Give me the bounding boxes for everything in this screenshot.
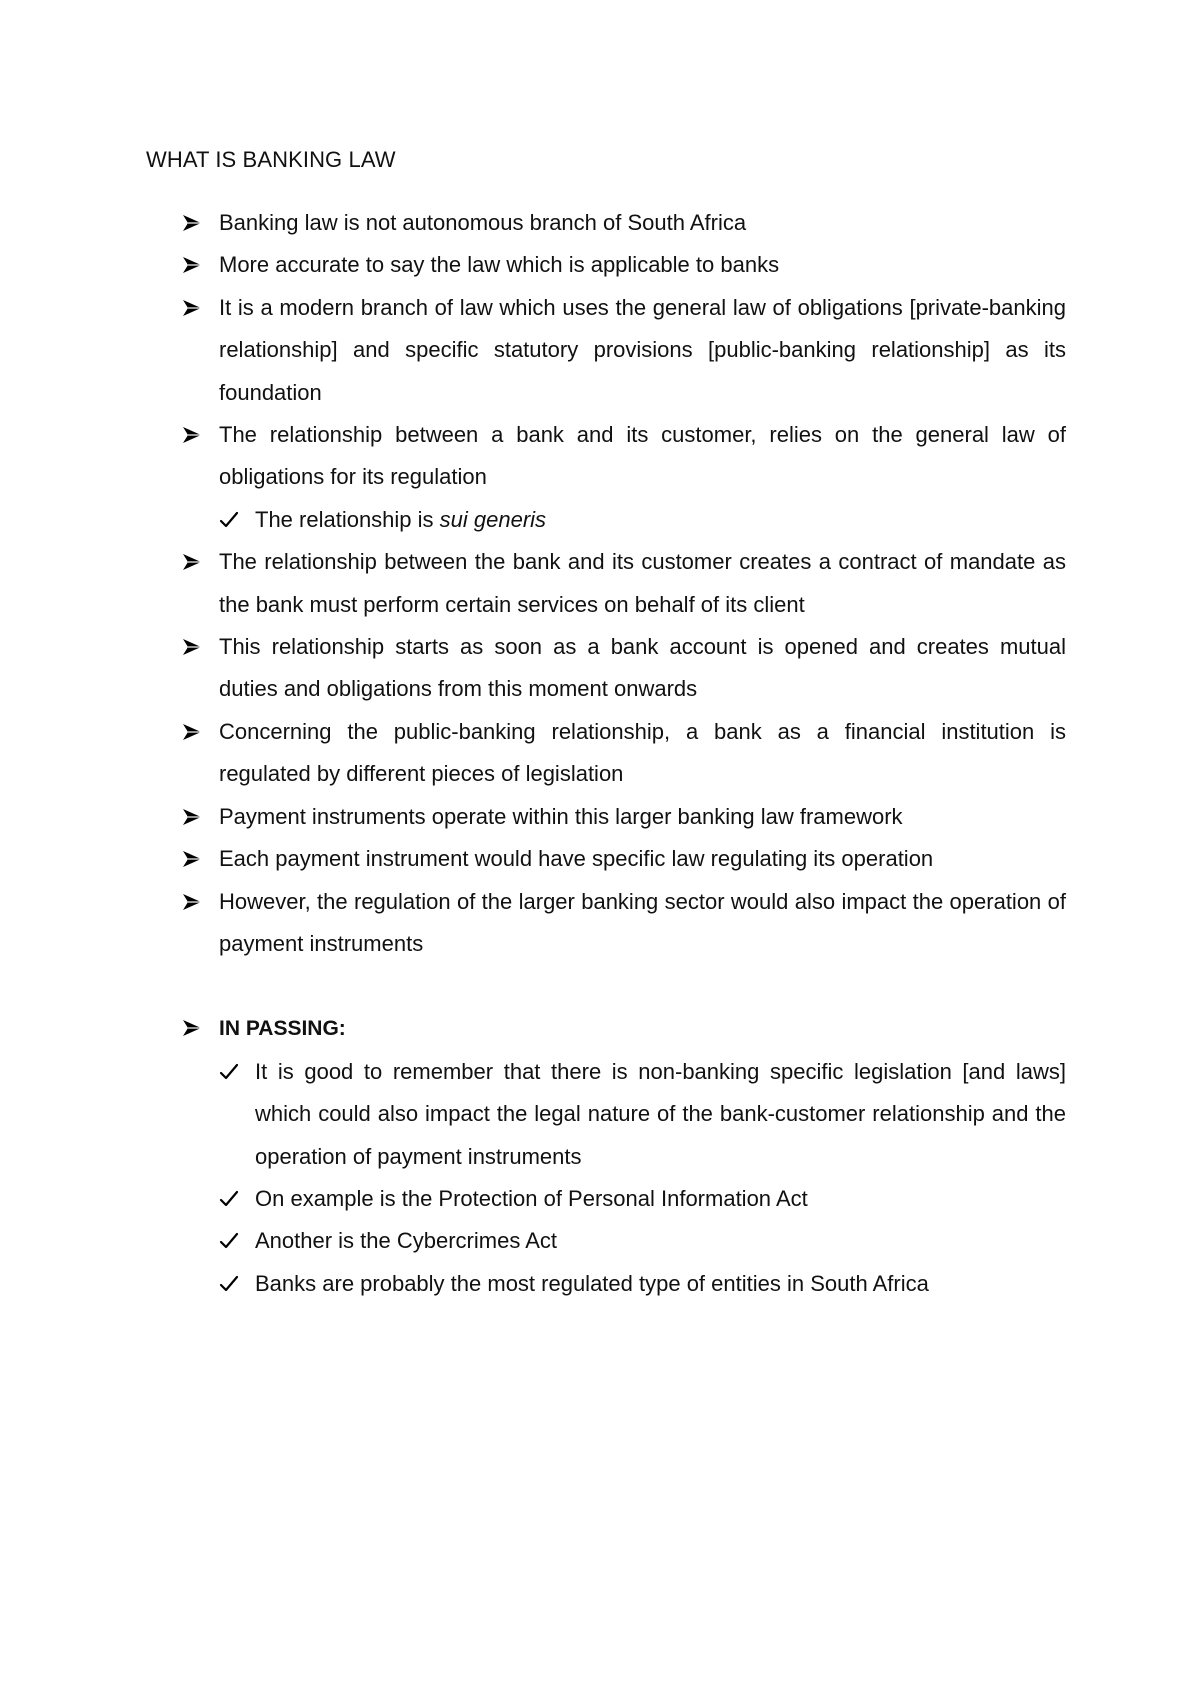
checkmark-bullet-icon bbox=[219, 510, 239, 530]
checkmark-bullet-icon bbox=[219, 1274, 239, 1294]
arrowhead-bullet-icon bbox=[182, 425, 202, 445]
arrowhead-bullet-icon bbox=[182, 849, 202, 869]
list-item bbox=[146, 796, 1066, 838]
document-body bbox=[146, 202, 1066, 1305]
list-item-text: The relationship between the bank and its customer creates a contract of mandate as the bank must perform certain services on behalf of its client bbox=[219, 549, 1066, 617]
latin-term: sui generis bbox=[439, 506, 547, 532]
sub-list-item bbox=[219, 1263, 1066, 1305]
in-passing-list bbox=[146, 1007, 1066, 1305]
list-item-text: Banking law is not autonomous branch of South Africa bbox=[219, 210, 747, 235]
checkmark-bullet-icon bbox=[219, 1231, 239, 1251]
arrowhead-bullet-icon bbox=[182, 722, 202, 742]
list-item bbox=[146, 414, 1066, 541]
arrowhead-bullet-icon bbox=[182, 892, 202, 912]
list-item-text: Each payment instrument would have specific law regulating its operation bbox=[219, 846, 934, 872]
list-item bbox=[146, 838, 1066, 880]
in-passing-label: IN PASSING: bbox=[219, 1017, 346, 1041]
sub-bullet-list bbox=[219, 499, 1066, 541]
list-item bbox=[146, 626, 1066, 711]
arrowhead-bullet-icon bbox=[182, 807, 202, 827]
sub-list-item-text: The relationship is bbox=[255, 506, 440, 532]
list-item-text: Payment instruments operate within this larger banking law framework bbox=[219, 803, 903, 829]
list-item bbox=[146, 202, 1066, 244]
list-item bbox=[146, 541, 1066, 626]
list-item-text: It is a modern branch of law which uses the general law of obligations [private-banking relationship] and specific statutory provisions [public-banking relationship] as its foundation bbox=[219, 294, 1066, 405]
checkmark-bullet-icon bbox=[219, 1189, 239, 1209]
arrowhead-bullet-icon bbox=[182, 298, 202, 318]
in-passing-sub-list bbox=[219, 1051, 1066, 1305]
page-title: WHAT IS BANKING LAW bbox=[146, 147, 396, 172]
sub-list-item bbox=[219, 1220, 1066, 1262]
arrowhead-bullet-icon bbox=[182, 255, 202, 275]
list-item bbox=[146, 287, 1066, 414]
sub-list-item-text: On example is the Protection of Personal Information Act bbox=[255, 1185, 808, 1211]
list-item bbox=[146, 711, 1066, 796]
list-item-text: The relationship between a bank and its customer, relies on the general law of obligations for its regulation bbox=[219, 422, 1066, 490]
sub-list-item bbox=[219, 1178, 1066, 1220]
sub-list-item bbox=[219, 1051, 1066, 1178]
sub-list-item-text: Banks are probably the most regulated type of entities in South Africa bbox=[255, 1270, 929, 1296]
arrowhead-bullet-icon bbox=[182, 213, 202, 233]
arrowhead-bullet-icon bbox=[182, 552, 202, 572]
sub-list-item-text: It is good to remember that there is non-banking specific legislation [and laws] which could also impact the legal nature of the bank-customer relationship and the operation of payment instruments bbox=[255, 1058, 1066, 1169]
list-item bbox=[146, 244, 1066, 286]
list-item bbox=[146, 881, 1066, 966]
sub-list-item bbox=[219, 499, 1066, 541]
section-spacer bbox=[146, 965, 1066, 1007]
list-item-text: However, the regulation of the larger banking sector would also impact the operation of payment instruments bbox=[219, 888, 1066, 956]
list-item-text: This relationship starts as soon as a bank account is opened and creates mutual duties and obligations from this moment onwards bbox=[219, 634, 1066, 702]
list-item-text: More accurate to say the law which is applicable to banks bbox=[219, 252, 780, 278]
in-passing-heading-item bbox=[146, 1007, 1066, 1305]
list-item-text: Concerning the public-banking relationship, a bank as a financial institution is regulated by different pieces of legislation bbox=[219, 718, 1066, 787]
checkmark-bullet-icon bbox=[219, 1062, 239, 1082]
main-bullet-list bbox=[146, 202, 1066, 965]
arrowhead-bullet-icon bbox=[182, 637, 202, 657]
arrowhead-bullet-icon bbox=[182, 1018, 202, 1038]
sub-list-item-text: Another is the Cybercrimes Act bbox=[255, 1228, 558, 1254]
